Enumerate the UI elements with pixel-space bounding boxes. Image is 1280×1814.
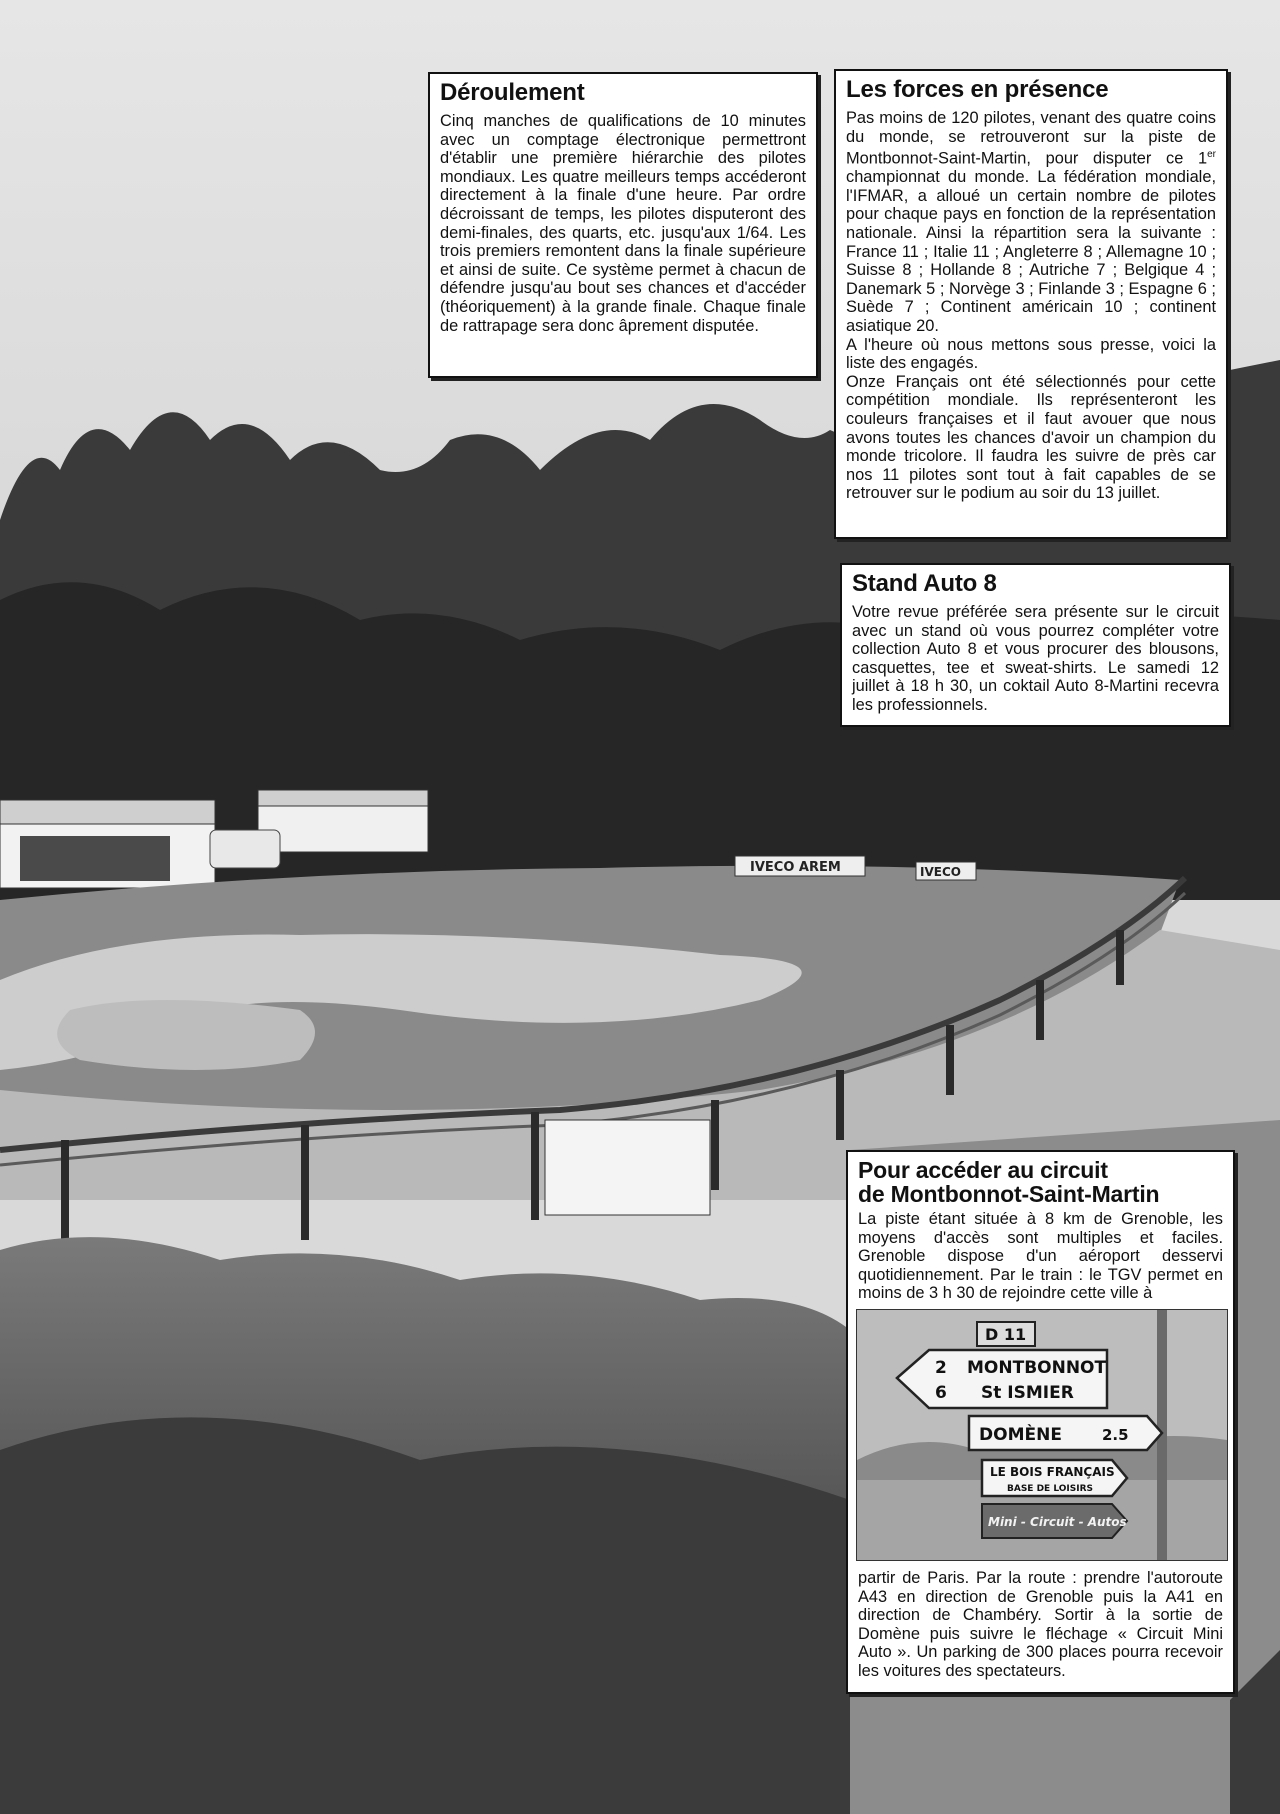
banner-text-1: IVECO AREM: [750, 860, 841, 875]
road-signs-photo: [856, 1309, 1228, 1561]
sign-dist-domene: 2.5: [1102, 1425, 1129, 1444]
access-body-1: La piste étant située à 8 km de Grenoble, les moyens d'accès sont multiples et faciles. Grenoble dispose d'un aéroport desservi quotidiennement. Par le train : le TGV permet en moins de 3 h 30 de rejoindre cette ville à: [858, 1210, 1223, 1303]
forces-paragraph-3: Onze Français ont été sélectionnés pour cette compétition mondiale. Ils représenteront les couleurs françaises et il faut avouer que nous avons toutes les chances d'avoir un champion du monde tricolore. Il faudra les suivre de près car nos 11 pilotes sont tout à fait capables de se retrouver sur le podium au soir du 13 juillet.: [846, 372, 1216, 503]
sign-d11-text: D 11: [985, 1324, 1027, 1344]
sign-dest-domene: DOMÈNE: [979, 1424, 1062, 1445]
access-body-2: partir de Paris. Par la route : prendre l'autoroute A43 en direction de Grenoble puis la A41 en direction de Chambéry. Sortir à la sortie de Domène puis suivre le fléchage « Circuit Mini Auto ». Un parking de 300 places pourra recevoir les voitures des spectateurs.: [858, 1568, 1223, 1680]
fence-panel: [545, 1120, 710, 1215]
deroulement-body: Cinq manches de qualifications de 10 minutes avec un comptage électronique permettront d'établir une première hiérarchie des pilotes mondiaux. Les quatre meilleurs temps accéderont directement à la finale d'une heure. Par ordre décroissant de temps, les pilotes disputeront des demi-finales, des quarts, etc. jusqu'aux 1/64. Les trois premiers remontent dans la finale supérieure et ainsi de suite. Ce système permet à chacun de défendre jusqu'au bout ses chances et d'accéder (théoriquement) à la grande finale. Chaque finale de rattrapage sera donc âprement disputée.: [440, 112, 806, 335]
stand-box: [840, 563, 1231, 727]
forces-p1-end: championnat du monde. La fédération mondiale, l'IFMAR, a alloué un certain nombre de pilotes pour chaque pays en fonction de la représentation nationale. Ainsi la répartition sera la suivante : France 11 ; Italie 11 ; Angleterre 8 ; Allemagne 10 ; Suisse 8 ; Hollande 8 ; Autriche 7 ; Belgique 4 ; Danemark 5 ; Norvège 3 ; Finlande 3 ; Espagne 6 ; Suède 7 ; Continent américain 10 ; continent asiatique 20.: [846, 168, 1216, 335]
access-title-line2: de Montbonnot-Saint-Martin: [858, 1181, 1160, 1207]
deroulement-box: [428, 72, 818, 378]
access-title: [858, 1158, 1223, 1206]
sign-mini-circuit-text: Mini - Circuit - Autos: [988, 1514, 1127, 1529]
sign-bois-francais-line1: LE BOIS FRANÇAIS: [990, 1464, 1115, 1479]
forces-paragraph-2: A l'heure où nous mettons sous presse, voici la liste des engagés.: [846, 335, 1216, 373]
forces-p1-sup: er: [1207, 149, 1216, 161]
stand-title: Stand Auto 8: [852, 570, 997, 597]
sign-num-2: 6: [935, 1382, 947, 1403]
deroulement-title: Déroulement: [440, 79, 585, 106]
access-box: [846, 1150, 1235, 1694]
access-title-line1: Pour accéder au circuit: [858, 1157, 1108, 1183]
sign-num-1: 2: [935, 1357, 947, 1378]
forces-title: Les forces en présence: [846, 76, 1109, 103]
forces-p1-start: Pas moins de 120 pilotes, venant des quatre coins du monde, se retrouveront sur la piste de Montbonnot-Saint-Martin, pour disputer ce 1: [846, 109, 1216, 168]
banner-text-2: IVECO: [920, 865, 961, 879]
stand-body: Votre revue préférée sera présente sur le circuit avec un stand où vous pourrez compléter votre collection Auto 8 et vous procurer des blousons, casquettes, tee et sweat-shirts. Le samedi 12 juillet à 18 h 30, un coktail Auto 8-Martini recevra les professionnels.: [852, 603, 1219, 714]
sign-dest-ismier: St ISMIER: [981, 1382, 1074, 1403]
sign-dest-montbonnot: MONTBONNOT: [967, 1357, 1107, 1378]
road-signs-illustration: [857, 1310, 1227, 1560]
sign-bois-francais-line2: BASE DE LOISIRS: [1007, 1483, 1093, 1494]
forces-paragraph-1: [846, 109, 1216, 336]
forces-box: [834, 69, 1228, 539]
